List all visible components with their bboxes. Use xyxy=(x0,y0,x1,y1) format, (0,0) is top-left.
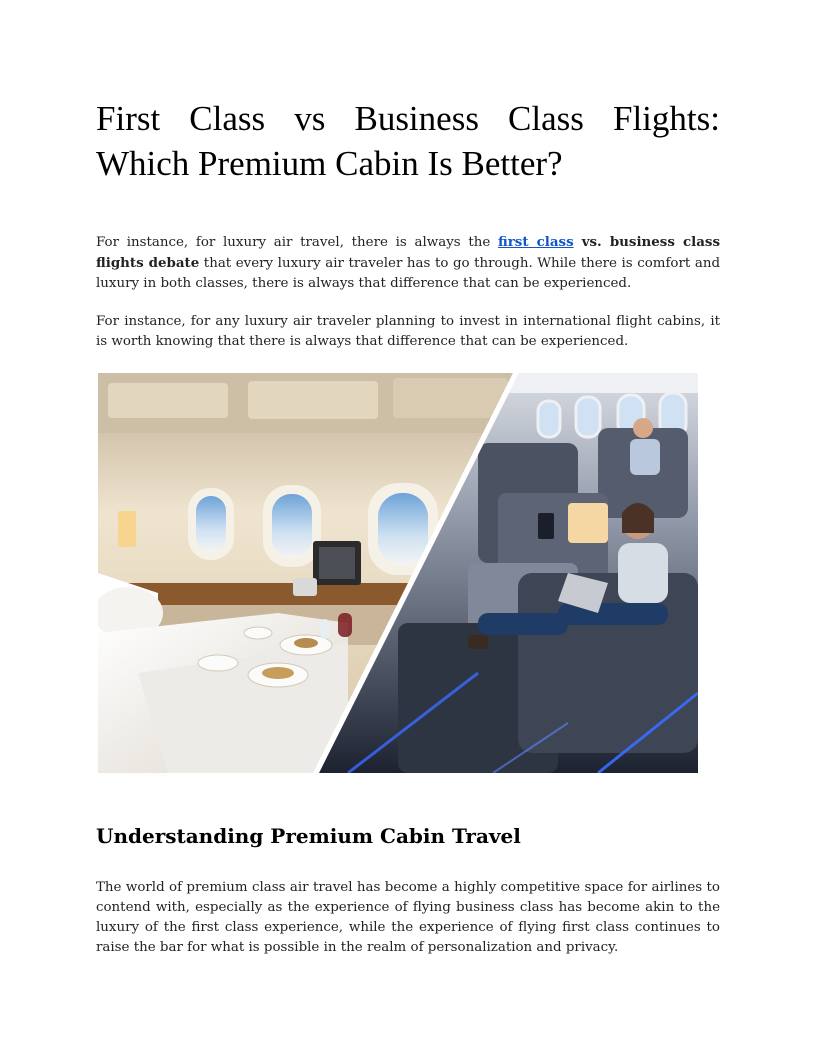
cabin-comparison-image xyxy=(98,373,698,773)
title-word: Business xyxy=(354,99,479,138)
intro-bold-text: vs. business class flights debate xyxy=(96,234,720,271)
title-word: Class xyxy=(189,99,266,138)
title-word: First xyxy=(96,99,161,138)
title-word: vs xyxy=(294,99,326,138)
intro-text: For instance, for luxury air travel, there is always the xyxy=(96,235,498,250)
title-line-1 xyxy=(96,96,720,141)
title-word: Class xyxy=(508,99,584,138)
page-title xyxy=(96,96,720,186)
intro-text-continued: that every luxury air traveler has to go through. While there is comfort and luxury in both classes, there is always that difference that can be experienced. xyxy=(96,256,721,291)
window-icon xyxy=(188,488,234,560)
window-icon xyxy=(263,485,321,567)
title-word: Flights: xyxy=(612,99,720,138)
title-line-2: Which Premium Cabin Is Better? xyxy=(96,144,563,183)
first-class-link[interactable]: first class xyxy=(497,234,574,250)
section-paragraph-1: The world of premium class air travel has become a highly competitive space for airlines to contend with, especially as the experience of flying business class has become akin to the luxury of the first class experience, while the experience of flying first class continues to raise the bar for what is possible in the realm of personalization and privacy. xyxy=(96,880,720,955)
intro-paragraph-1 xyxy=(96,232,720,294)
section-heading: Understanding Premium Cabin Travel xyxy=(96,824,521,848)
intro-paragraph-2: For instance, for any luxury air traveler planning to invest in international flight cabins, it is worth knowing that there is always that difference that can be experienced. xyxy=(96,314,720,349)
